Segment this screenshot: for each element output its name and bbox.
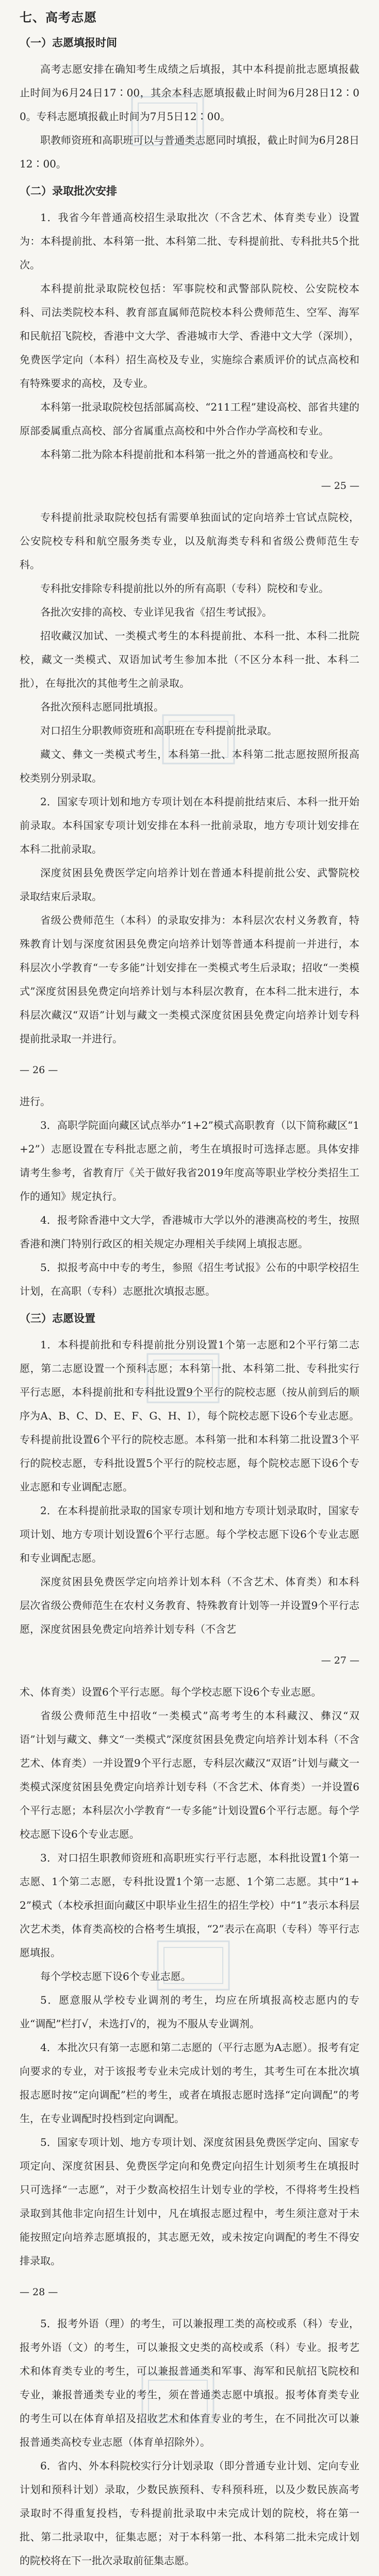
- paragraph: 省级公费师范生中招收“一类模式”高考考生的本科藏汉、彝汉“双语”计划与藏文、彝文“一类模式”深度贫困县免费定向培养计划本科（不含艺术、体育类）一并设置9个平行志愿，专科层次藏汉“双语”计划与藏文一类模式深度贫困县免费定向培养计划专科（不含艺术、体育类）一并设置6个平行志愿；本科层次小学教育“一专多能”计划设置6个平行志愿。每个学校志愿下设6个专业志愿。: [20, 1709, 359, 1840]
- paragraph: 进行。: [20, 1095, 51, 1108]
- paragraph: 5．国家专项计划、地方专项计划、深度贫困县免费医学定向、国家专项定向、深度贫困县、免费医学定向和免费定向招生计划须考生在填报时只可选择“一志愿”，对于少数高校招生计划专业的学校，不得将考生投档录取到其他非定向招生计划中，凡在填报志愿过程中，考生须注意对于未能按照定向培养志愿填报的，其志愿无效，或未按定向调配的考生不得安排录取。: [20, 2136, 359, 2267]
- paragraph: 职教师资班和高职班可以与普通类志愿同时填报，截止时间为6月28日12∶00。: [20, 134, 359, 170]
- paragraph: 2．国家专项计划和地方专项计划在本科提前批结束后、本科一批开始前录取。本科国家专项计划安排在本科一批前录取，地方专项计划安排在本科二批前录取。: [20, 795, 359, 855]
- paragraph: 省级公费师范生（本科）的录取安排为：本科层次农村义务教育，特殊教育计划与深度贫困县免费定向培养计划等普通本科提前一并进行，本科层次小学教育“一专多能”计划安排在一类模式考生后录取；招收“一类模式”深度贫困县免费定向培养计划与本科层次教育，在本科二批末进行，本科层次藏汉“双语”计划与藏文一类模式深度贫困县免费定向培养计划专科提前批录取一并进行。: [20, 914, 359, 1045]
- paragraph: 5．愿意服从学校专业调剂的考生，均应在所填报高校志愿内的专业“调配”栏打√，未选打√的，视为不服从专业调剂。: [20, 1994, 359, 2030]
- subsection-title-2: （二）录取批次安排: [20, 185, 117, 197]
- subsection-title-3: （三）志愿设置: [20, 1312, 95, 1325]
- paragraph: 对口招生分职教师资班和高职班在专科提前批录取。: [40, 724, 277, 737]
- paragraph: 深度贫困县免费医学定向培养计划本科（不含艺术、体育类）和本科层次省级公费师范生在农村义务教育、特殊教育计划等一并设置9个平行志愿，深度贫困县免费定向培养计划专科（不含艺: [20, 1575, 359, 1635]
- paragraph: 2．在本科提前批录取的国家专项计划和地方专项计划录取时，国家专项计划、地方专项计划设置6个平行志愿。每个学校志愿下设6个专业志愿和专业调配志愿。: [20, 1504, 359, 1564]
- paragraph: 3．高职学院面向藏区试点举办“1+2”模式高职教育（以下简称藏区“1+2”）志愿设置在专科批志愿之前，考生在填报时可选择志愿。具体安排请考生参考，省教育厅《关于做好我省2019年度高等职业学校分类招生工作的通知》规定执行。: [20, 1119, 359, 1202]
- paragraph: 4．报考除香港中文大学，香港城市大学以外的港澳高校的考生，按照香港和澳门特别行政区的相关规定办理相关手续网上填报志愿。: [20, 1214, 359, 1250]
- paragraph: 专科批安排除专科提前批以外的所有高职（专科）院校和专业。: [40, 582, 329, 595]
- paragraph: 本科第二批为除本科提前批和本科第一批之外的普通高校和专业。: [40, 448, 339, 461]
- section-title: 七、高考志愿: [20, 10, 97, 25]
- paragraph: [20, 2572, 359, 2576]
- paragraph: 招收藏汉加试、一类模式考生的本科提前批、本科一批、本科二批院校，藏文一类模式、双语加试考生参加本批（不区分本科一批、本科二批），在每批次的其他考生之前录取。: [20, 630, 359, 689]
- paragraph: 6．省内、外本科院校实行分计划录取（即分普通专业计划、定向专业计划和预科计划）录取，少数民族预科、专科预科班，以及少数民族高考录取时不得重复投档，专科提前批录取中未完成计划的院校，将在第一批、第二批录取中，征集志愿；对于本科第一批、本科第二批未完成计划的院校将在下一批次录取前征集志愿。: [20, 2460, 359, 2567]
- paragraph: 高考志愿安排在确知考生成绩之后填报，其中本科提前批志愿填报截止时间为6月24日17∶00，其余本科志愿填报截止时间为6月28日12∶00。专科志愿填报截止时间为7月5日12∶00。: [20, 63, 359, 123]
- page-number-25: — 25 —: [321, 480, 359, 492]
- paragraph: 各批次安排的高校、专业详见我省《招生考试报》。: [40, 606, 272, 618]
- paragraph: 专科提前批录取院校包括有需要单独面试的定向培养士官试点院校，公安院校专科和航空服务类专业，以及航海类专科和省级公费师范生专科。: [20, 511, 359, 571]
- paragraph: 1．本科提前批和专科提前批分别设置1个第一志愿和2个平行第二志愿，第二志愿设置一个预科志愿；本科第一批、本科第二批、专科批实行平行志愿，本科提前批和专科批设置9个平行的院校志愿（按从前到后的顺序为A、B、C、D、E、F、G、H、I），每个院校志愿下设6个专业志愿。专科提前批设置6个平行的院校志愿。本科第一批和本科第二批设置3个平行的院校志愿，专科批设置5个平行的院校志愿，每个院校志愿下设6个专业志愿和专业调配志愿。: [20, 1338, 359, 1493]
- page-number-26: — 26 —: [20, 1064, 58, 1076]
- page-number-28: — 28 —: [20, 2286, 58, 2298]
- paragraph: 藏文、彝文一类模式考生，本科第一批、本科第二批志愿按照所报高校类别分别录取。: [20, 748, 359, 784]
- paragraph: 本科提前批录取院校包括：军事院校和武警部队院校、公安院校本科、司法类院校本科、教育部直属师范院校本科公费师范生、空军、海军和民航招飞院校，香港中文大学、香港城市大学、香港中文大学（深圳），免费医学定向（本科）招生高校及专业，实施综合素质评价的试点高校和有特殊要求的高校，及专业。: [20, 282, 359, 389]
- page-number-27: — 27 —: [321, 1655, 359, 1666]
- paragraph: 1．我省今年普通高校招生录取批次（不含艺术、体育类专业）设置为：本科提前批、本科第一批、本科第二批、专科提前批、专科批共5个批次。: [20, 211, 359, 271]
- paragraph: 3．对口招生职教师资班和高职班实行平行志愿，本科批设置1个第一志愿、1个第二志愿，专科批设置1个第一志愿、1个第二志愿。其中“1+2”模式（本校承担面向藏区中职毕业生招生的招生学校）中“1”表示本科层次艺术类，体育类高校的合格考生填报，“2”表示在高职（专科）等平行志愿填报。: [20, 1852, 359, 1959]
- paragraph: 术、体育类）设置6个平行志愿。每个学校志愿下设6个专业志愿。: [20, 1686, 322, 1698]
- paragraph: 4．本批次只有第一志愿和第二志愿的（平行志愿为A志愿）。报考有定向要求的专业，对于该报考专业未完成计划的考生，其考生可在本批次填报志愿时按“定向调配”栏的考生，或者在填报志愿时选择“定向调配”的考生，在专业调配时投档到定向调配。: [20, 2041, 359, 2125]
- paragraph: 各批次预科志愿同批填报。: [40, 701, 164, 713]
- paragraph: 5．拟报考高中中专的考生，参照《招生考试报》公布的中职学校招生计划，在高职（专科）志愿批次填报志愿。: [20, 1261, 359, 1297]
- paragraph: 深度贫困县免费医学定向培养计划在普通本科提前批公安、武警院校录取结束后录取。: [20, 867, 359, 903]
- paragraph: 本科第一批录取院校包括部属高校、“211工程”建设高校、部省共建的原部委属重点高校、部分省属重点高校和中外合作办学高校和专业。: [20, 401, 359, 437]
- subsection-title-1: （一）志愿填报时间: [20, 37, 117, 49]
- paragraph: 5．报考外语（理）的考生，可以兼报理工类的高校或系（科）专业，报考外语（文）的考生，可以兼报文史类的高校或系（科）专业。报考艺术和体育类专业的考生，可以兼报普通类和军事、海军和民航招飞院校和专业，兼报普通类专业的考生，须在普通类志愿中填报。报考体育类专业的考生可以在体育单招及招收艺术和体育专业的考生，在不同批次可以兼报普通类高校专业志愿（体育单招除外）。: [20, 2317, 359, 2448]
- paragraph: 每个学校志愿下设6个专业志愿。: [40, 1970, 191, 1982]
